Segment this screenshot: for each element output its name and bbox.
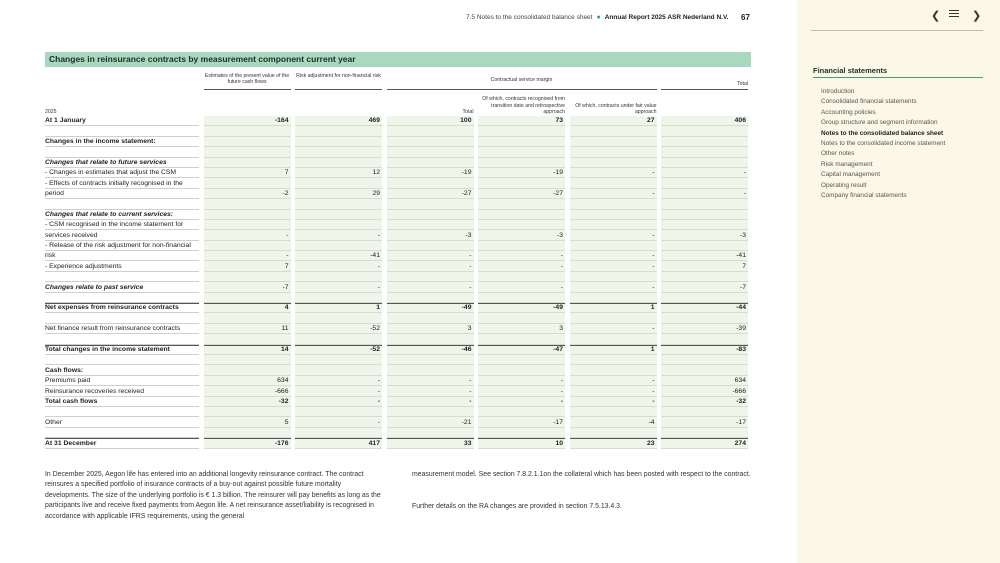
sidebar-nav-list: [821, 87, 945, 201]
table-cell: [570, 126, 657, 136]
row-label: Premiums paid: [45, 376, 199, 386]
row-label: At 31 December: [45, 438, 199, 448]
table-cell: -: [661, 168, 748, 178]
table-cell: -21: [387, 417, 474, 427]
table-cell: [570, 147, 657, 157]
table-cell: 100: [387, 116, 474, 126]
table-cell: 3: [387, 324, 474, 334]
row-label: Total changes in the income statement: [45, 345, 199, 355]
sidebar-title[interactable]: Financial statements: [813, 66, 983, 78]
table-cell: [295, 241, 382, 251]
section-breadcrumb[interactable]: 7.5 Notes to the consolidated balance sheet: [466, 14, 593, 21]
table-cell: -41: [661, 251, 748, 261]
table-row: [45, 158, 751, 168]
table-cell: [295, 313, 382, 323]
table-cell: [570, 137, 657, 147]
table-cell: 274: [661, 438, 748, 448]
table-cell: -: [204, 230, 291, 240]
table-cell: -2: [204, 189, 291, 199]
table-cell: [387, 293, 474, 303]
table-cell: -: [570, 168, 657, 178]
col-header-risk-adjustment: Risk adjustment for non-financial risk: [295, 70, 382, 90]
table-cell: [570, 428, 657, 438]
row-label: Changes relate to past service: [45, 282, 199, 292]
table-cell: 29: [295, 189, 382, 199]
table-cell: -: [387, 282, 474, 292]
row-label: Reinsurance recoveries received: [45, 386, 199, 396]
table-cell: 73: [478, 116, 565, 126]
row-label: services received: [45, 230, 199, 240]
table-cell: [478, 428, 565, 438]
table-cell: -49: [478, 303, 565, 313]
table-cell: [204, 241, 291, 251]
table-cell: -: [387, 261, 474, 271]
table-cell: [661, 178, 748, 188]
table-cell: [478, 241, 565, 251]
row-label: Total cash flows: [45, 397, 199, 407]
table-row: [45, 303, 751, 313]
table-cell: [295, 126, 382, 136]
table-cell: [387, 126, 474, 136]
table-cell: -32: [204, 397, 291, 407]
row-label: - CSM recognised in the income statement for: [45, 220, 199, 230]
table-row: [45, 230, 751, 240]
table-cell: [204, 137, 291, 147]
table-cell: -: [570, 282, 657, 292]
table-row: [45, 147, 751, 157]
table-cell: 5: [204, 417, 291, 427]
table-cell: -: [478, 386, 565, 396]
table-cell: -47: [478, 345, 565, 355]
table-row: [45, 386, 751, 396]
table-cell: -666: [204, 386, 291, 396]
table-cell: -52: [295, 324, 382, 334]
table-cell: 27: [570, 116, 657, 126]
table-cell: 33: [387, 438, 474, 448]
table-cell: [295, 407, 382, 417]
row-label: Net finance result from reinsurance contracts: [45, 324, 199, 334]
table-cell: [295, 293, 382, 303]
table-cell: 14: [204, 345, 291, 355]
table-cell: -: [570, 189, 657, 199]
table-cell: [478, 355, 565, 365]
table-row: [45, 168, 751, 178]
sidebar-item-consolidated-financial-statements[interactable]: Consolidated financial statements: [821, 98, 917, 106]
table-cell: -: [295, 417, 382, 427]
table-cell: [570, 313, 657, 323]
table-cell: [478, 199, 565, 209]
table-cell: -41: [295, 251, 382, 261]
row-label: [45, 313, 199, 323]
table-cell: [661, 158, 748, 168]
table-cell: [387, 147, 474, 157]
table-cell: [570, 355, 657, 365]
table-cell: -3: [661, 230, 748, 240]
table-cell: [478, 137, 565, 147]
sidebar-item-company-financial-statements[interactable]: Company financial statements: [821, 192, 907, 200]
table-cell: -176: [204, 438, 291, 448]
table-cell: 4: [204, 303, 291, 313]
table-cell: -: [570, 397, 657, 407]
table-cell: 1: [295, 303, 382, 313]
table-row: [45, 282, 751, 292]
table-row: [45, 407, 751, 417]
table-cell: -19: [478, 168, 565, 178]
table-cell: [478, 158, 565, 168]
table-cell: [295, 365, 382, 375]
row-label: [45, 147, 199, 157]
table-title: Changes in reinsurance contracts by measurement component current year: [45, 52, 751, 67]
table-cell: [478, 210, 565, 220]
table-cell: -: [570, 261, 657, 271]
table-cell: [204, 178, 291, 188]
table-cell: 11: [204, 324, 291, 334]
table-cell: -39: [661, 324, 748, 334]
table-cell: [387, 407, 474, 417]
table-cell: [295, 158, 382, 168]
table-row: [45, 365, 751, 375]
table-cell: [295, 428, 382, 438]
table-cell: [661, 147, 748, 157]
table-cell: [661, 126, 748, 136]
col-header-csm-transition: Of which, contracts recognised from transition date and retrospective approach: [482, 96, 565, 115]
sidebar: [797, 0, 1000, 563]
table-cell: 634: [204, 376, 291, 386]
table-cell: -17: [478, 417, 565, 427]
page-header: [466, 14, 729, 21]
table-cell: [661, 210, 748, 220]
table-cell: [204, 272, 291, 282]
table-cell: 10: [478, 438, 565, 448]
row-label: Changes in the income statement:: [45, 137, 199, 147]
table-cell: [204, 126, 291, 136]
table-row: [45, 126, 751, 136]
table-cell: 12: [295, 168, 382, 178]
table-cell: [295, 334, 382, 344]
row-label: [45, 428, 199, 438]
table-row: [45, 189, 751, 199]
table-row: [45, 137, 751, 147]
table-cell: -: [570, 324, 657, 334]
table-cell: [570, 272, 657, 282]
table-cell: [570, 210, 657, 220]
table-cell: [387, 272, 474, 282]
table-cell: 7: [661, 261, 748, 271]
table-cell: [387, 137, 474, 147]
table-cell: -: [295, 376, 382, 386]
table-cell: [204, 365, 291, 375]
table-row: [45, 251, 751, 261]
table-cell: [661, 428, 748, 438]
col-header-csm-total: Total: [462, 108, 474, 115]
table-row: [45, 397, 751, 407]
table-cell: -666: [661, 386, 748, 396]
table-cell: [295, 355, 382, 365]
table-cell: [204, 210, 291, 220]
table-row: [45, 293, 751, 303]
table-cell: -: [570, 230, 657, 240]
table-cell: [661, 313, 748, 323]
table-cell: -: [204, 251, 291, 261]
table-cell: -: [478, 251, 565, 261]
table-row: [45, 261, 751, 271]
table-cell: [661, 199, 748, 209]
sidebar-divider: [811, 30, 983, 31]
table-cell: [661, 407, 748, 417]
row-label: Net expenses from reinsurance contracts: [45, 303, 199, 313]
row-label: [45, 199, 199, 209]
table-cell: -32: [661, 397, 748, 407]
table-row: [45, 220, 751, 230]
table-row: [45, 417, 751, 427]
table-cell: [204, 158, 291, 168]
table-cell: [387, 158, 474, 168]
table-cell: 23: [570, 438, 657, 448]
table-cell: [387, 334, 474, 344]
body-paragraph-3: Further details on the RA changes are provided in section 7.5.13.4.3.: [412, 503, 622, 510]
table-cell: -: [295, 282, 382, 292]
row-label: [45, 126, 199, 136]
table-cell: -27: [478, 189, 565, 199]
table-row: [45, 334, 751, 344]
table-cell: [570, 407, 657, 417]
table-cell: [570, 220, 657, 230]
table-cell: [478, 220, 565, 230]
table-row: [45, 428, 751, 438]
table-cell: [661, 334, 748, 344]
row-label: At 1 January: [45, 116, 199, 126]
table-cell: -: [295, 230, 382, 240]
table-cell: [387, 199, 474, 209]
table-cell: [661, 241, 748, 251]
table-cell: [570, 293, 657, 303]
table-row: [45, 178, 751, 188]
table-cell: [478, 293, 565, 303]
row-label: [45, 334, 199, 344]
table-cell: [204, 407, 291, 417]
table-cell: [204, 355, 291, 365]
reinsurance-table: [45, 70, 751, 449]
table-cell: [661, 355, 748, 365]
col-header-csm-fair-value: Of which, contracts under fair value approach: [575, 102, 657, 115]
page-number: 67: [741, 13, 750, 22]
table-cell: 406: [661, 116, 748, 126]
table-cell: [661, 137, 748, 147]
table-cell: 417: [295, 438, 382, 448]
row-label: Changes that relate to current services:: [45, 210, 199, 220]
row-label: - Changes in estimates that adjust the CSM: [45, 168, 199, 178]
row-label: [45, 272, 199, 282]
table-cell: -3: [478, 230, 565, 240]
sidebar-item-notes-to-the-consolidated-income-statement[interactable]: Notes to the consolidated income statement: [821, 140, 946, 148]
table-cell: [478, 178, 565, 188]
table-cell: -19: [387, 168, 474, 178]
table-cell: [204, 293, 291, 303]
table-row: [45, 313, 751, 323]
table-row: [45, 116, 751, 126]
table-cell: -: [387, 397, 474, 407]
body-paragraph-2: measurement model. See section 7.8.2.1.1on the collateral which has been posted with respect to the contract.: [412, 471, 751, 478]
row-label: - Release of the risk adjustment for non-financial: [45, 241, 199, 251]
table-cell: [295, 220, 382, 230]
table-cell: -83: [661, 345, 748, 355]
table-cell: [478, 365, 565, 375]
table-cell: [204, 199, 291, 209]
table-cell: -: [295, 397, 382, 407]
row-label: Changes that relate to future services: [45, 158, 199, 168]
table-cell: 3: [478, 324, 565, 334]
table-cell: [295, 210, 382, 220]
table-cell: -: [295, 261, 382, 271]
table-cell: -46: [387, 345, 474, 355]
table-row: [45, 438, 751, 448]
table-cell: -52: [295, 345, 382, 355]
sidebar-item-other-notes[interactable]: Other notes: [821, 150, 855, 158]
table-row: [45, 355, 751, 365]
col-header-estimates: Estimates of the present value of the future cash flows: [204, 70, 291, 90]
table-cell: -: [570, 251, 657, 261]
row-label: period: [45, 189, 199, 199]
table-cell: [204, 147, 291, 157]
table-cell: -17: [661, 417, 748, 427]
table-cell: [204, 313, 291, 323]
table-cell: 634: [661, 376, 748, 386]
table-cell: -3: [387, 230, 474, 240]
table-cell: [478, 334, 565, 344]
table-cell: [570, 158, 657, 168]
sidebar-item-group-structure-and-segment-information[interactable]: Group structure and segment information: [821, 119, 938, 127]
table-cell: [661, 272, 748, 282]
col-header-csm: Contractual service margin: [387, 70, 657, 90]
table-cell: [478, 407, 565, 417]
table-cell: 469: [295, 116, 382, 126]
table-cell: [478, 126, 565, 136]
table-cell: -: [570, 376, 657, 386]
table-cell: -164: [204, 116, 291, 126]
separator-dot-icon: ●: [596, 14, 601, 21]
table-cell: [204, 220, 291, 230]
table-cell: -44: [661, 303, 748, 313]
table-cell: [204, 428, 291, 438]
body-paragraph-1: In December 2025, Aegon life has entered into an additional longevity reinsurance contract. The contract reinsures a specified portfolio of insurance contracts of a buy-out against possible future mortality developments. The size of the underlying portfolio is € 1.3 billion. The reinsurer will pay benefits as long as the participants live and receive fixed payments from Aegon life. A net reinsurance asset/liability is recognised in accordance with applicable IFRS requirements, using the general: [45, 471, 381, 520]
table-cell: [387, 355, 474, 365]
sidebar-item-risk-management[interactable]: Risk management: [821, 160, 873, 168]
table-cell: [295, 199, 382, 209]
year-label: 2025: [45, 108, 57, 115]
table-cell: [661, 293, 748, 303]
sidebar-item-capital-management[interactable]: Capital management: [821, 171, 880, 179]
row-label: - Experience adjustments: [45, 261, 199, 271]
row-label: - Effects of contracts initially recognised in the: [45, 178, 199, 188]
table-cell: [570, 241, 657, 251]
table-cell: [295, 178, 382, 188]
table-cell: -: [478, 376, 565, 386]
table-cell: [570, 334, 657, 344]
table-cell: 7: [204, 168, 291, 178]
table-cell: -4: [570, 417, 657, 427]
table-cell: -: [478, 261, 565, 271]
table-row: [45, 199, 751, 209]
table-cell: -: [387, 251, 474, 261]
table-cell: -: [661, 189, 748, 199]
table-cell: [478, 147, 565, 157]
table-cell: [387, 210, 474, 220]
previous-page-icon[interactable]: ❮: [931, 10, 941, 22]
table-cell: 1: [570, 303, 657, 313]
table-cell: [387, 220, 474, 230]
row-label: [45, 293, 199, 303]
sidebar-item-notes-to-the-consolidated-balance-sheet[interactable]: Notes to the consolidated balance sheet: [821, 129, 944, 137]
table-cell: [570, 365, 657, 375]
sidebar-item-accounting-policies[interactable]: Accounting policies: [821, 108, 876, 116]
table-cell: -7: [204, 282, 291, 292]
table-cell: -: [387, 376, 474, 386]
table-cell: -: [478, 282, 565, 292]
row-label: [45, 407, 199, 417]
table-cell: -: [295, 386, 382, 396]
table-cell: [295, 137, 382, 147]
table-cell: [295, 272, 382, 282]
table-cell: [387, 178, 474, 188]
row-label: Other: [45, 417, 199, 427]
col-header-total: Total: [661, 70, 748, 90]
table-cell: -49: [387, 303, 474, 313]
table-row: [45, 345, 751, 355]
table-cell: 1: [570, 345, 657, 355]
report-title: Annual Report 2025 ASR Nederland N.V.: [604, 14, 729, 21]
table-cell: [295, 147, 382, 157]
next-page-icon[interactable]: ❯: [972, 10, 982, 22]
table-cell: -27: [387, 189, 474, 199]
table-cell: [204, 334, 291, 344]
table-cell: [661, 365, 748, 375]
table-cell: [570, 178, 657, 188]
row-label: Cash flows:: [45, 365, 199, 375]
row-label: risk: [45, 251, 199, 261]
table-cell: -7: [661, 282, 748, 292]
sidebar-item-operating-result[interactable]: Operating result: [821, 181, 867, 189]
table-cell: -: [570, 386, 657, 396]
table-cell: 7: [204, 261, 291, 271]
table-cell: -: [478, 397, 565, 407]
table-row: [45, 376, 751, 386]
table-cell: [387, 365, 474, 375]
sidebar-item-introduction[interactable]: Introduction: [821, 88, 855, 95]
table-cell: [387, 313, 474, 323]
table-body: [45, 116, 751, 449]
table-cell: -: [387, 386, 474, 396]
table-cell: [661, 220, 748, 230]
menu-icon[interactable]: [949, 10, 959, 19]
table-cell: [387, 428, 474, 438]
table-cell: [387, 241, 474, 251]
table-cell: [478, 272, 565, 282]
table-row: [45, 324, 751, 334]
table-cell: [478, 313, 565, 323]
row-label: [45, 355, 199, 365]
table-row: [45, 210, 751, 220]
table-cell: [570, 199, 657, 209]
table-row: [45, 272, 751, 282]
table-row: [45, 241, 751, 251]
